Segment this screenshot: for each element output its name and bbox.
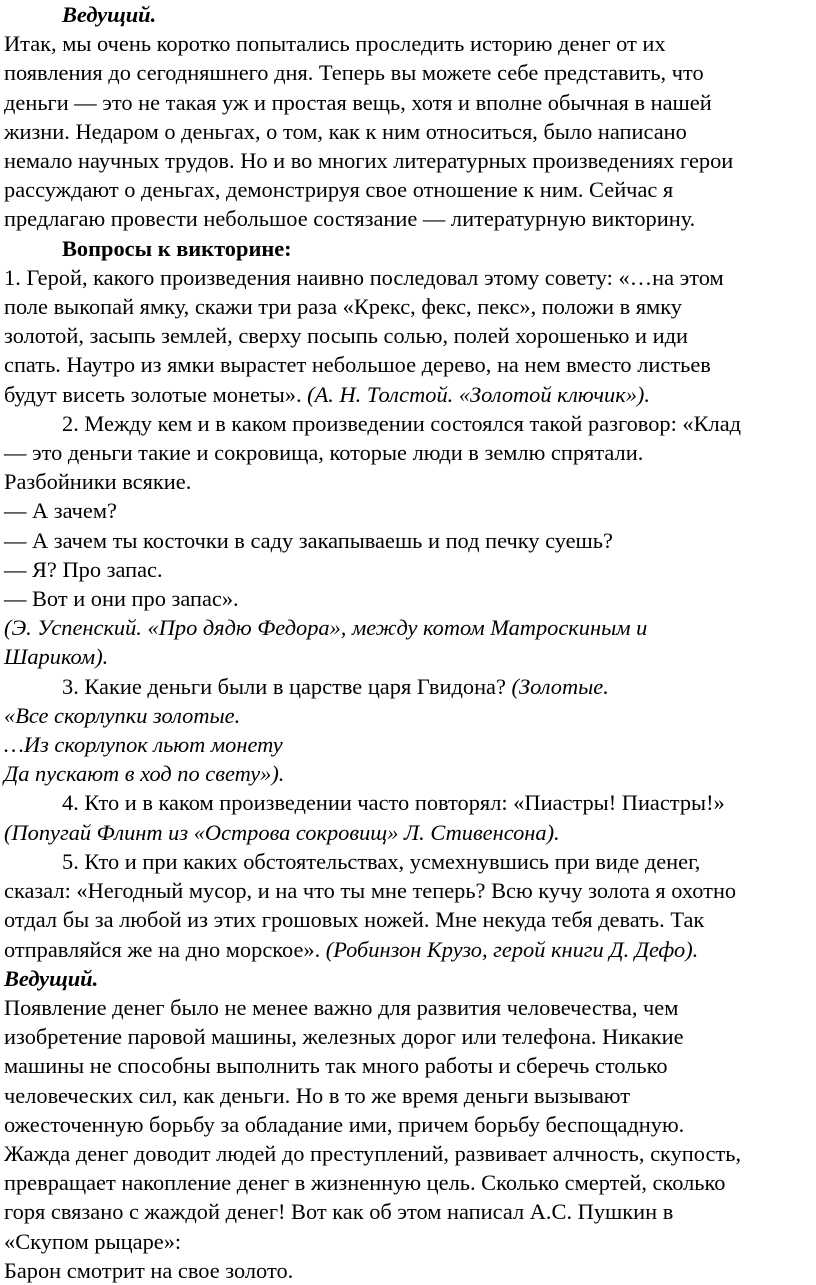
text-line — [4, 409, 810, 438]
line-text: — А зачем? — [4, 498, 117, 524]
line-text: Итак, мы очень коротко попытались проследить историю денег от их — [4, 31, 666, 57]
line-text: Ведущий. — [62, 2, 157, 27]
text-line — [4, 555, 810, 584]
line-text: немало научных трудов. Но и во многих литературных произведениях герои — [4, 148, 734, 174]
text-line — [4, 642, 810, 671]
line-text: Жажда денег доводит людей до преступлений, развивает алчность, скупость, — [4, 1140, 742, 1166]
text-line — [4, 1168, 810, 1197]
text-line — [4, 905, 810, 934]
line-text: «Все скорлупки золотые. — [4, 702, 241, 728]
line-text: деньги — это не такая уж и простая вещь, хотя и вполне обычная в нашей — [4, 89, 712, 115]
text-line — [4, 818, 810, 847]
text-line — [4, 584, 810, 613]
text-line — [4, 788, 810, 817]
answer-text: (А. Н. Толстой. «Золотой ключик»). — [301, 381, 650, 407]
text-line — [4, 1227, 810, 1256]
text-line — [4, 467, 810, 496]
line-text: отдал бы за любой из этих грошовых ножей. Мне некуда тебя девать. Так — [4, 907, 705, 933]
line-text: отправляйся же на дно морское». — [4, 936, 321, 962]
line-text: превращает накопление денег в жизненную цель. Сколько смертей, сколько — [4, 1170, 726, 1196]
line-text: (Попугай Флинт из «Острова сокровищ» Л. Стивенсона). — [4, 819, 560, 845]
text-line — [4, 117, 810, 146]
line-text: рассуждают о деньгах, демонстрируя свое отношение к ним. Сейчас я — [4, 177, 674, 203]
text-line — [4, 204, 810, 233]
text-line — [4, 1110, 810, 1139]
line-text: предлагаю провести небольшое состязание — литературную викторину. — [4, 206, 696, 232]
text-line — [4, 438, 810, 467]
line-text: Разбойники всякие. — [4, 469, 192, 495]
text-line — [4, 993, 810, 1022]
text-line — [4, 613, 810, 642]
line-text: Появление денег было не менее важно для развития человечества, чем — [4, 994, 679, 1020]
line-text: поле выкопай ямку, скажи три раза «Крекс, фекс, пекс», положи в ямку — [4, 294, 682, 320]
line-text: 5. Кто и при каких обстоятельствах, усмехнувшись при виде денег, — [62, 848, 701, 874]
line-text: Да пускают в ход по свету»). — [4, 761, 285, 787]
line-text: человеческих сил, как деньги. Но в то же время деньги вызывают — [4, 1082, 630, 1108]
line-text: Шариком). — [4, 644, 109, 670]
text-line — [4, 730, 810, 759]
text-line — [4, 1197, 810, 1226]
text-line — [4, 759, 810, 788]
line-text: — это деньги такие и сокровища, которые люди в землю спрятали. — [4, 440, 644, 466]
answer-text: (Золотые. — [505, 673, 609, 699]
text-line — [4, 496, 810, 525]
text-line — [4, 526, 810, 555]
line-text: ожесточенную борьбу за обладание ими, причем борьбу беспощадную. — [4, 1111, 685, 1137]
text-line — [4, 58, 810, 87]
line-text: горя связано с жаждой денег! Вот как об этом написал А.С. Пушкин в — [4, 1199, 674, 1225]
text-line — [4, 672, 810, 701]
line-text: изобретение паровой машины, железных дорог или телефона. Никакие — [4, 1024, 684, 1050]
text-line — [4, 29, 810, 58]
text-line — [4, 263, 810, 292]
line-text: 1. Герой, какого произведения наивно последовал этому совету: «…на этом — [4, 264, 724, 290]
text-line — [4, 935, 810, 964]
text-line — [4, 964, 810, 993]
text-line — [4, 234, 810, 263]
line-text: — А зачем ты косточки в саду закапываешь и под печку суешь? — [4, 527, 613, 553]
text-line — [4, 175, 810, 204]
text-line — [4, 1022, 810, 1051]
line-text: появления до сегодняшнего дня. Теперь вы можете себе представить, что — [4, 60, 704, 86]
line-text: Вопросы к викторине: — [62, 235, 292, 261]
answer-text: (Робинзон Крузо, герой книги Д. Дефо). — [320, 936, 699, 962]
line-text: 4. Кто и в каком произведении часто повторял: «Пиастры! Пиастры!» — [62, 790, 725, 816]
line-text: — Вот и они про запас». — [4, 586, 239, 612]
line-text: золотой, засыпь землей, сверху посыпь солью, полей хорошенько и иди — [4, 323, 688, 349]
line-text: 3. Какие деньги были в царстве царя Гвидона? — [62, 673, 506, 699]
text-line — [4, 1256, 810, 1285]
text-line — [4, 88, 810, 117]
line-text: 2. Между кем и в каком произведении состоялся такой разговор: «Клад — [62, 410, 742, 436]
text-line — [4, 1051, 810, 1080]
text-line — [4, 1139, 810, 1168]
line-text: Барон смотрит на свое золото. — [4, 1257, 294, 1283]
line-text: спать. Наутро из ямки вырастет небольшое дерево, на нем вместо листьев — [4, 352, 711, 378]
line-text: сказал: «Негодный мусор, и на что ты мне теперь? Всю кучу золота я охотно — [4, 878, 737, 904]
line-text: машины не способны выполнить так много работы и сберечь столько — [4, 1053, 668, 1079]
text-line — [4, 847, 810, 876]
text-line — [4, 292, 810, 321]
line-text: «Скупом рыцаре»: — [4, 1228, 182, 1254]
text-line — [4, 701, 810, 730]
text-line — [4, 380, 810, 409]
line-text: — Я? Про запас. — [4, 556, 163, 582]
text-line — [4, 0, 810, 29]
line-text: Ведущий. — [4, 965, 99, 991]
line-text: будут висеть золотые монеты». — [4, 381, 302, 407]
line-text: жизни. Недаром о деньгах, о том, как к ним относиться, было написано — [4, 118, 687, 144]
text-line — [4, 321, 810, 350]
text-line — [4, 876, 810, 905]
line-text: …Из скорлупок льют монету — [4, 732, 283, 758]
text-line — [4, 146, 810, 175]
text-line — [4, 350, 810, 379]
line-text: (Э. Успенский. «Про дядю Федора», между котом Матроскиным и — [4, 615, 648, 641]
text-line — [4, 1081, 810, 1110]
